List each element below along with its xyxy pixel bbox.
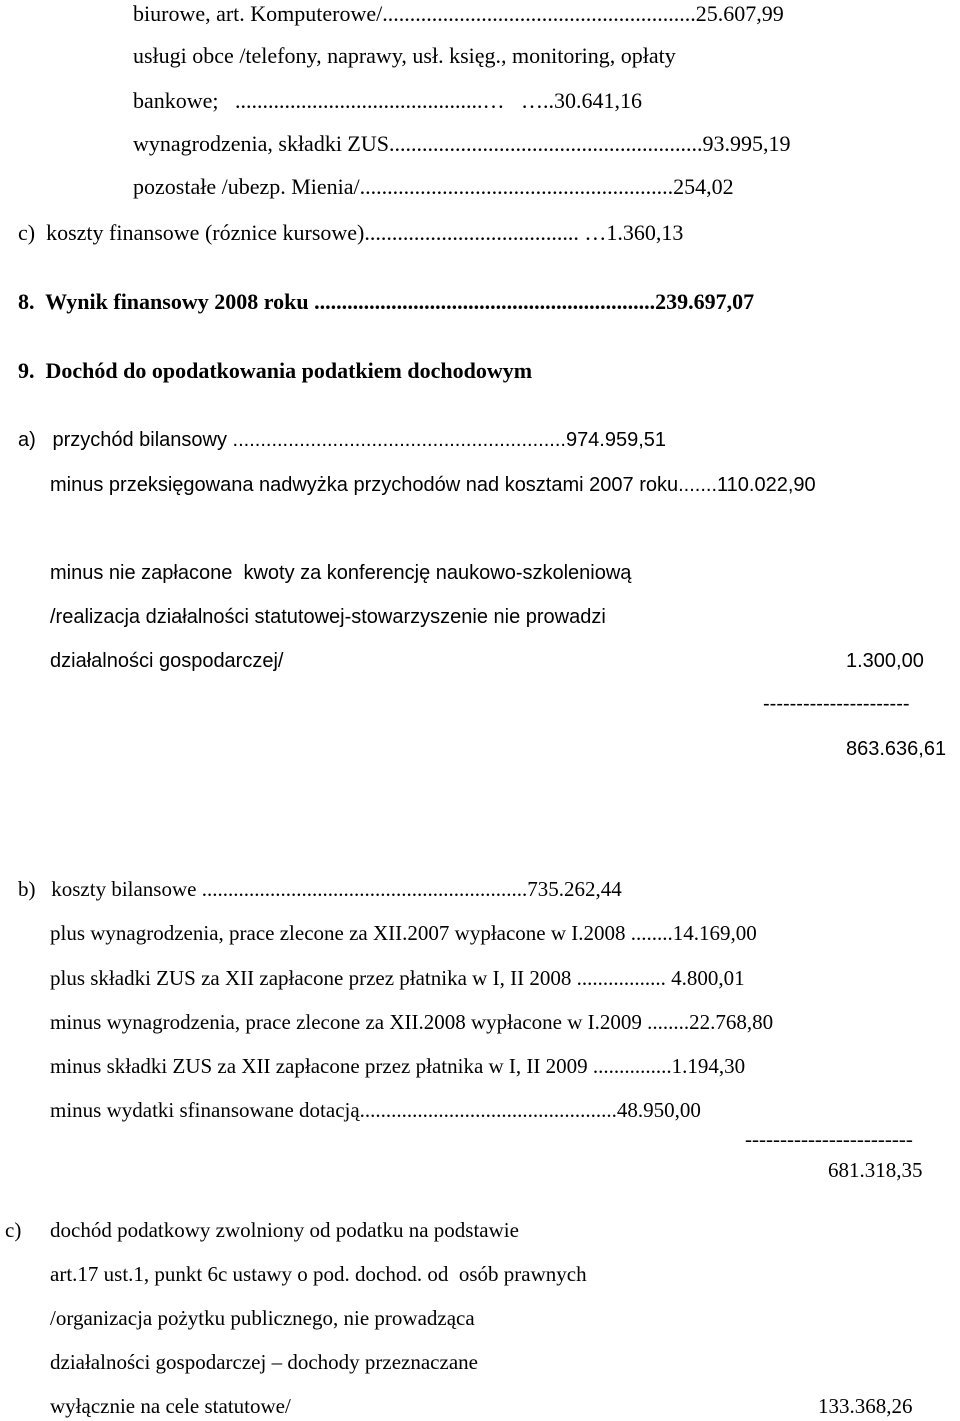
subtotal-rule-a: ----------------------: [763, 693, 910, 715]
exempt-income-line-2: art.17 ust.1, punkt 6c ustawy o pod. dochod. od osób prawnych: [50, 1262, 587, 1286]
balance-costs-line: b) koszty bilansowe ..............................................................735.262,44: [18, 877, 622, 901]
subsidy-expenses-line: minus wydatki sfinansowane dotacją.................................................48.950,00: [50, 1098, 701, 1122]
balance-revenue-line: a) przychód bilansowy ............................................................974.959,51: [18, 429, 667, 451]
cost-line-other: pozostałe /ubezp. Mienia/.........................................................254,02: [133, 174, 734, 199]
cost-line-services: usługi obce /telefony, naprawy, usł. księg., monitoring, opłaty: [133, 43, 676, 68]
conference-deduction-value: 1.300,00: [846, 650, 924, 672]
financial-result-line: 8. Wynik finansowy 2008 roku ..............................................................239.697,07: [18, 289, 755, 314]
surplus-deduction-line: minus przeksięgowana nadwyżka przychodów nad kosztami 2007 roku.......110.022,90: [50, 474, 816, 496]
exempt-income-line-5: wyłącznie na cele statutowe/: [50, 1394, 291, 1418]
exempt-income-line-4: działalności gospodarczej – dochody przeznaczane: [50, 1350, 478, 1374]
exempt-income-line-3: /organizacja pożytku publicznego, nie prowadząca: [50, 1306, 475, 1330]
wages-2007-line: plus wynagrodzenia, prace zlecone za XII.2007 wypłacone w I.2008 ........14.169,00: [50, 921, 757, 945]
exempt-income-line-1: dochód podatkowy zwolniony od podatku na podstawie: [50, 1218, 519, 1242]
conference-deduction-line-2: /realizacja działalności statutowej-stowarzyszenie nie prowadzi: [50, 606, 606, 628]
wages-2008-line: minus wynagrodzenia, prace zlecone za XII.2008 wypłacone w I.2009 ........22.768,80: [50, 1010, 774, 1034]
financial-costs-line: c) koszty finansowe (róznice kursowe)....................................... …1.360,13: [18, 220, 684, 245]
cost-line-wages: wynagrodzenia, składki ZUS.........................................................93.995,19: [133, 131, 791, 156]
list-marker-c: c): [5, 1218, 22, 1242]
cost-line-bank: bankowe; .............................................… …..30.641,16: [133, 88, 643, 113]
conference-deduction-line-3: działalności gospodarczej/: [50, 650, 284, 672]
cost-line-office: biurowe, art. Komputerowe/.........................................................25.607,99: [133, 1, 784, 26]
zus-2008-line: plus składki ZUS za XII zapłacone przez płatnika w I, II 2008 ................. 4.800,01: [50, 966, 745, 990]
subtotal-a-value: 863.636,61: [846, 738, 947, 760]
subtotal-rule-b: ------------------------: [745, 1127, 913, 1151]
section-9-heading: 9. Dochód do opodatkowania podatkiem dochodowym: [18, 358, 533, 383]
exempt-income-value: 133.368,26: [818, 1394, 913, 1418]
conference-deduction-line: minus nie zapłacone kwoty za konferencję naukowo-szkoleniową: [50, 562, 632, 584]
zus-2009-line: minus składki ZUS za XII zapłacone przez płatnika w I, II 2009 ...............1.194,30: [50, 1054, 746, 1078]
subtotal-b-value: 681.318,35: [828, 1158, 923, 1182]
